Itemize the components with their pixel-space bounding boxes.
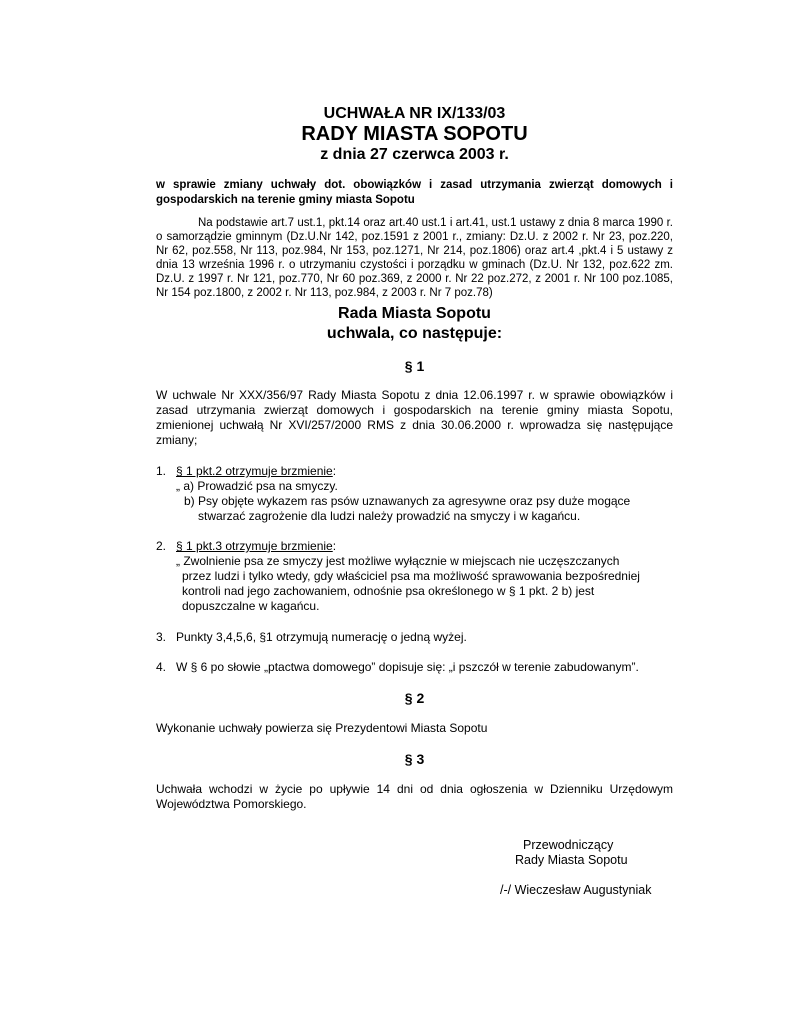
item-point-b-line2: stwarzać zagrożenie dla ludzi należy prowadzić na smyczy i w kagańcu.	[198, 509, 581, 523]
item-number: 4.	[156, 660, 167, 674]
item-text: W § 6 po słowie „ptactwa domowego” dopisuje się: „i pszczół w terenie zabudowanym”.	[176, 660, 639, 674]
item-point-b-line1: b) Psy objęte wykazem ras psów uznawanych za agresywne oraz psy duże mogące	[184, 494, 631, 508]
item-point-a: „ a) Prowadzić psa na smyczy.	[176, 479, 338, 493]
item-text-line1: „ Zwolnienie psa ze smyczy jest możliwe wyłącznie w miejscach nie uczęszczanych	[176, 554, 620, 568]
item-text-line2: przez ludzi i tylko wtedy, gdy właściciel psa ma możliwość sprawowania bezpośredniej	[182, 569, 640, 583]
amendment-item-1	[156, 464, 673, 524]
signature-role-chairman: Przewodniczący	[523, 838, 614, 852]
item-number: 2.	[156, 539, 167, 553]
item-heading: § 1 pkt.2 otrzymuje brzmienie	[176, 464, 333, 478]
legal-basis: Na podstawie art.7 ust.1, pkt.14 oraz art.40 ust.1 i art.41, ust.1 ustawy z dnia 8 marca 1990 r. o samorządzie gminnym (Dz.U.Nr 142, poz.1591 z 2001 r., zmiany: Dz.U. z 2002 r. Nr 23, poz.220, Nr 62, poz.558, Nr 113, poz.984, Nr 153, poz.1271, Nr 214, poz.1806) oraz art.4 ,pkt.4 i 5 ustawy z dnia 13 września 1996 r. o utrzymaniu czystości i porządku w gminach (Dz.U. Nr 132, poz.622 zm. Dz.U. z 1997 r. Nr 121, poz.770, Nr 60 poz.369, z 2000 r. Nr 22 poz.272, z 2001 r. Nr 100 poz.1085, Nr 154 poz.1800, z 2002 r. Nr 113, poz.984, z 2003 r. Nr 7 poz.78)	[156, 217, 673, 299]
section-2-title: § 2	[404, 690, 425, 706]
council-name-title: RADY MIASTA SOPOTU	[301, 123, 528, 145]
item-number: 1.	[156, 464, 167, 478]
item-colon: :	[332, 539, 337, 553]
council-heading: Rada Miasta Sopotu	[338, 305, 491, 322]
resolution-number: UCHWAŁA NR IX/133/03	[323, 105, 506, 122]
item-text-line4: dopuszczalne w kagańcu.	[182, 599, 320, 613]
section-1-title: § 1	[404, 358, 425, 374]
section-3-text: Uchwała wchodzi w życie po upływie 14 dni od dnia ogłoszenia w Dzienniku Urzędowym Województwa Pomorskiego.	[156, 782, 673, 811]
signature-role-council: Rady Miasta Sopotu	[515, 853, 628, 867]
signature-name: /-/ Wieczesław Augustyniak	[500, 883, 652, 897]
document-body	[156, 104, 673, 812]
amendment-item-2	[156, 539, 673, 614]
item-text: Punkty 3,4,5,6, §1 otrzymują numerację o jedną wyżej.	[176, 630, 467, 644]
section-3-title: § 3	[404, 751, 425, 767]
council-resolves: uchwala, co następuje:	[326, 325, 503, 342]
resolution-subject: w sprawie zmiany uchwały dot. obowiązków i zasad utrzymania zwierząt domowych i gospodarskich na terenie gminy miasta Sopotu	[156, 179, 673, 206]
section-2-text: Wykonanie uchwały powierza się Prezydentowi Miasta Sopotu	[156, 721, 488, 735]
section-1-intro: W uchwale Nr XXX/356/97 Rady Miasta Sopotu z dnia 12.06.1997 r. w sprawie obowiązków i zasad utrzymania zwierząt domowych i gospodarskich na terenie gminy miasta Sopotu, zmienionej uchwałą Nr XVI/257/2000 RMS z dnia 30.06.2000 r. wprowadza się następujące zmiany;	[156, 388, 673, 447]
item-colon: :	[332, 464, 337, 478]
amendment-item-4	[156, 660, 673, 675]
item-number: 3.	[156, 630, 167, 644]
item-text-line3: kontroli nad jego zachowaniem, odnośnie psa określonego w § 1 pkt. 2 b) jest	[182, 584, 595, 598]
item-heading: § 1 pkt.3 otrzymuje brzmienie	[176, 539, 333, 553]
resolution-date: z dnia 27 czerwca 2003 r.	[320, 146, 509, 163]
amendment-item-3	[156, 630, 673, 645]
